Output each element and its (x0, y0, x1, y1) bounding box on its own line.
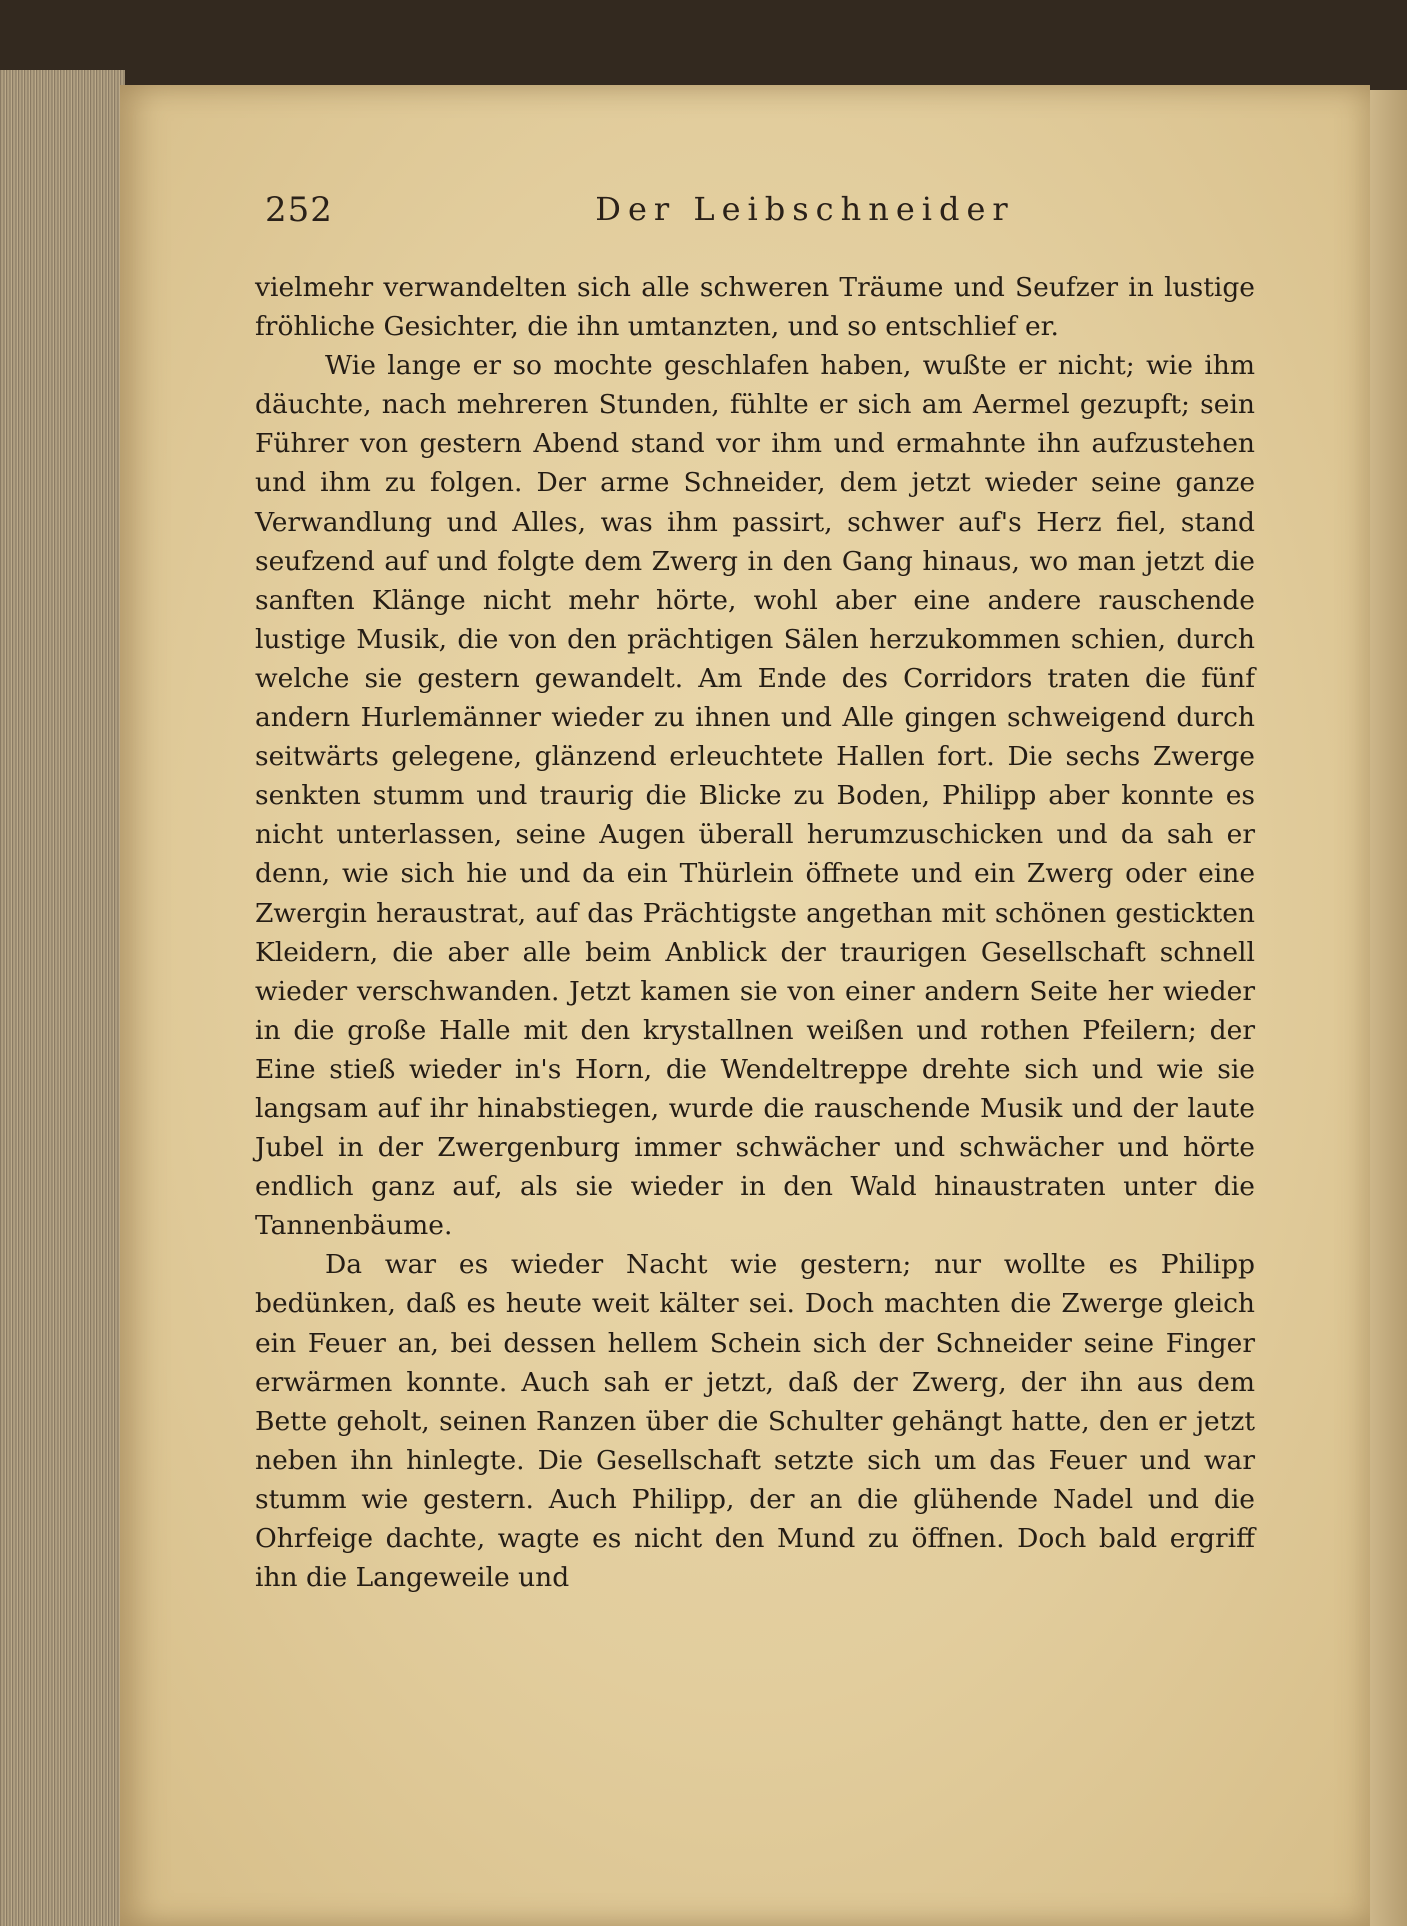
page-number: 252 (265, 190, 333, 230)
body-text (255, 268, 1255, 1597)
binding-shadow (0, 0, 1407, 90)
page-header (265, 190, 1255, 240)
paragraph-2: Wie lange er so mochte geschlafen haben, wußte er nicht; wie ihm däuchte, nach mehreren Stunden, fühlte er sich am Aermel gezupft; sein Führer von gestern Abend stand vor ihm und ermahnte ihn aufzustehen und ihm zu folgen. Der arme Schneider, dem jetzt wieder seine ganze Verwandlung und Alles, was ihm passirt, schwer auf's Herz fiel, stand seufzend auf und folgte dem Zwerg in den Gang hinaus, wo man jetzt die sanften Klänge nicht mehr hörte, wohl aber eine andere rauschende lustige Musik, die von den prächtigen Sälen herzukommen schien, durch welche sie gestern gewandelt. Am Ende des Corridors traten die fünf andern Hurlemänner wieder zu ihnen und Alle gingen schweigend durch seitwärts gelegene, glänzend erleuchtete Hallen fort. Die sechs Zwerge senkten stumm und traurig die Blicke zu Boden, Philipp aber konnte es nicht unterlassen, seine Augen überall herumzuschicken und da sah er denn, wie sich hie und da ein Thürlein öffnete und ein Zwerg oder eine Zwergin heraustrat, auf das Prächtigste angethan mit schönen gestickten Kleidern, die aber alle beim Anblick der traurigen Gesellschaft schnell wieder verschwanden. Jetzt kamen sie von einer andern Seite her wieder in die große Halle mit den krystallnen weißen und rothen Pfeilern; der Eine stieß wieder in's Horn, die Wendeltreppe drehte sich und wie sie langsam auf ihr hinabstiegen, wurde die rauschende Musik und der laute Jubel in der Zwergenburg immer schwächer und schwächer und hörte endlich ganz auf, als sie wieder in den Wald hinaustraten unter die Tannenbäume. (255, 350, 1255, 1242)
paragraph-3: Da war es wieder Nacht wie gestern; nur wollte es Philipp bedünken, daß es heute weit kälter sei. Doch machten die Zwerge gleich ein Feuer an, bei dessen hellem Schein sich der Schneider seine Finger erwärmen konnte. Auch sah er jetzt, daß der Zwerg, der ihn aus dem Bette geholt, seinen Ranzen über die Schulter gehängt hatte, den er jetzt neben ihn hinlegte. Die Gesellschaft setzte sich um das Feuer und war stumm wie gestern. Auch Philipp, der an die glühende Nadel und die Ohrfeige dachte, wagte es nicht den Mund zu öffnen. Doch bald ergriff ihn die Langeweile und (255, 1249, 1255, 1594)
facing-page-edge (1370, 90, 1407, 1926)
paragraph-1: vielmehr verwandelten sich alle schweren Träume und Seufzer in lustige fröhliche Gesichter, die ihn umtanzten, und so entschlief er. (255, 272, 1255, 343)
page-edges (0, 70, 125, 1926)
running-title: Der Leibschneider (595, 190, 1015, 228)
